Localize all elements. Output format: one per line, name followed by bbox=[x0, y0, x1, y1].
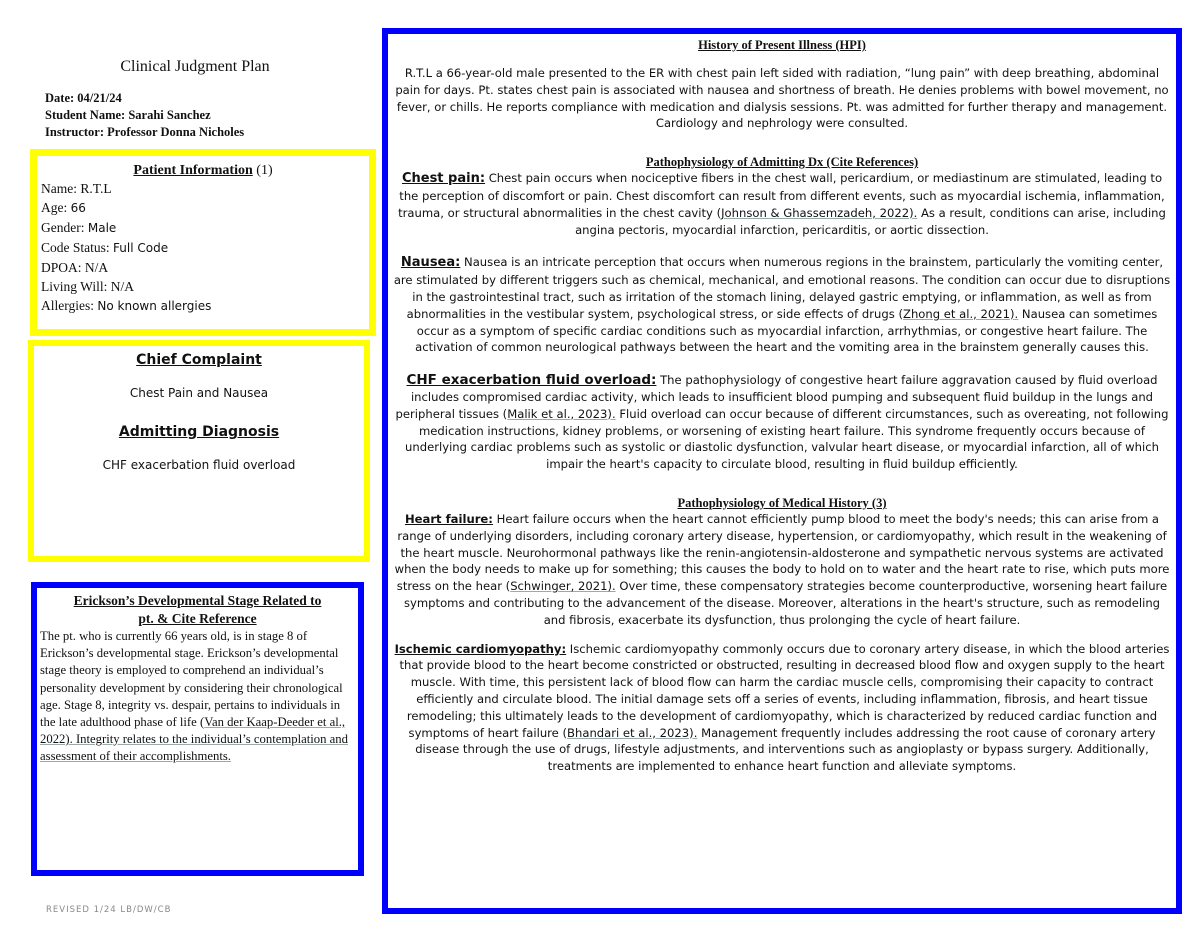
patho-dx-heading: Pathophysiology of Admitting Dx (Cite References) bbox=[645, 155, 919, 170]
admitting-diagnosis-text: CHF exacerbation fluid overload bbox=[102, 458, 296, 472]
erickson-text: The pt. who is currently 66 years old, is in stage 8 of Erickson’s developmental stage. Erickson’s developmental stage theory is employed to comprehend an individual’s personality development by considering their chronological age. Stage 8, integrity vs. despair, pertains to individuals in the late adulthood phase of life (Van der Kaap-Deeder et al., 2022). Integrity relates to the individual’s contemplation and assessment of their accomplishments. bbox=[40, 629, 348, 764]
patient-row-age: Age: 66 bbox=[41, 200, 86, 215]
date-line: Date: 04/21/24 bbox=[45, 91, 122, 105]
patient-row-gender: Gender: Male bbox=[41, 220, 117, 235]
erickson-citation: Van der Kaap-Deeder et al., 2022). Integrity relates to the individual’s contemplation and assessment of their accomplishments. bbox=[40, 715, 348, 764]
chief-complaint-box bbox=[28, 340, 370, 562]
patient-row-living-will: Living Will: N/A bbox=[41, 279, 134, 294]
erickson-stage-box bbox=[31, 582, 364, 876]
patient-information-heading: Patient Information (1) bbox=[133, 163, 273, 178]
instructor-line: Instructor: Professor Donna Nicholes bbox=[45, 125, 245, 139]
patient-row-dpoa: DPOA: N/A bbox=[41, 260, 109, 275]
chief-complaint-heading: Chief Complaint bbox=[136, 352, 262, 368]
chest-pain-paragraph: Chest pain: Chest pain occurs when nociceptive fibers in the chest wall, pericardium, or mediastinum are stimulated, leading to the perception of discomfort or pain. Chest discomfort can result from different events, such as myocardial ischemia, inflammation, trauma, or structural abnormalities in the chest cavity (Johnson & Ghassemzadeh, 2022). As a result, conditions can arise, including angina pectoris, myocardial infarction, pericarditis, or aortic dissection. bbox=[398, 171, 1166, 237]
heart-failure-paragraph: Heart failure: Heart failure occurs when the heart cannot efficiently pump blood to meet the body's needs; this can arise from a range of underlying disorders, including coronary artery disease, hypertension, or cardiomyopathy, which result in the weakening of the heart muscle. Neurohormonal pathways like the renin-angiotensin-aldosterone and sympathetic nervous systems are activated when the body needs to make up for something; this causes the body to hold on to water and the heart rate to rise, which puts more stress on the hear (Schwinger, 2021). Over time, these compensatory strategies become counterproductive, worsening heart failure symptoms and contributing to the advancement of the disease. Moreover, alterations in the heart's structure, such as remodeling and fibrosis, exacerbate its dysfunction, thus prolonging the cycle of heart failure. bbox=[394, 511, 1170, 627]
hpi-text: R.T.L a 66-year-old male presented to the ER with chest pain left sided with radiation, “lung pain” with deep breathing, abdominal pain for days. Pt. states chest pain is associated with nausea and shortness of breath. He denies problems with bowel movement, no fever, or chills. He reports compliance with medication and dialysis sessions. Pt. was admitted for further therapy and management. Cardiology and nephrology were consulted. bbox=[395, 66, 1169, 131]
revision-footer: REVISED 1/24 LB/DW/CB bbox=[46, 905, 172, 915]
student-line: Student Name: Sarahi Sanchez bbox=[45, 108, 211, 122]
ischemic-cardiomyopathy-paragraph: Ischemic cardiomyopathy: Ischemic cardiomyopathy commonly occurs due to coronary artery disease, in which the blood arteries that provide blood to the heart become constricted or obstructed, resulting in decreased blood flow and oxygen supply to the heart muscle. With time, this persistent lack of blood flow can harm the cardiac muscle cells, compromising their capacity to contract efficiently and circulate blood. The initial damage sets off a series of events, including inflammation, fibrosis, and heart tissue remodeling; this ultimately leads to the development of cardiomyopathy, which is characterized by reduced cardiac function and symptoms of heart failure (Bhandari et al., 2023). Management frequently includes addressing the root cause of coronary artery disease through the use of drugs, lifestyle adjustments, and interventions such as angioplasty or bypass surgery. Additionally, treatments are implemented to enhance heart function and alleviate symptoms. bbox=[394, 641, 1170, 774]
erickson-heading: Erickson’s Developmental Stage Related to pt. & Cite Reference bbox=[73, 593, 322, 626]
hpi-heading: History of Present Illness (HPI) bbox=[698, 38, 866, 52]
patient-row-allergies: Allergies: No known allergies bbox=[41, 298, 212, 313]
patho-mh-heading: Pathophysiology of Medical History (3) bbox=[677, 495, 887, 510]
patient-row-name: Name: R.T.L bbox=[41, 181, 112, 196]
narrative-box bbox=[382, 28, 1182, 914]
admitting-diagnosis-heading: Admitting Diagnosis bbox=[118, 424, 280, 440]
nausea-paragraph: Nausea: Nausea is an intricate perception that occurs when numerous regions in the brainstem, particularly the vomiting center, are stimulated by different triggers such as chemical, mechanical, and emotional reasons. The condition can occur due to disruptions in the gastrointestinal tract, such as irritation of the stomach lining, delayed gastric emptying, or inflammation, as well as from abnormalities in the vestibular system, psychological stress, or side effects of drugs (Zhong et al., 2021). Nausea can sometimes occur as a symptom of specific cardiac conditions such as myocardial infarction, arrhythmias, or congestive heart failure. The activation of common neurological pathways between the heart and the vomiting area in the brainstem generally causes this. bbox=[393, 255, 1171, 355]
header-meta bbox=[45, 90, 244, 141]
chf-paragraph: CHF exacerbation fluid overload: The pathophysiology of congestive heart failure aggravation caused by fluid overload includes compromised cardiac activity, which leads to insufficient blood pumping and subsequent fluid buildup in the lungs and peripheral tissues (Malik et al., 2023). Fluid overload can occur because of different circumstances, such as overeating, not following medication instructions, kidney problems, or worsening of existing heart failure. This syndrome frequently occurs because of underlying cardiac problems such as systolic or diastolic dysfunction, valvular heart disease, or myocardial infarction, all of which impair the heart's capacity to circulate blood, resulting in fluid buildup efficiently. bbox=[395, 372, 1169, 472]
page-title: Clinical Judgment Plan bbox=[120, 58, 270, 75]
patient-row-code-status: Code Status: Full Code bbox=[41, 240, 169, 255]
patient-information-box bbox=[30, 149, 376, 336]
chief-complaint-text: Chest Pain and Nausea bbox=[129, 386, 269, 400]
